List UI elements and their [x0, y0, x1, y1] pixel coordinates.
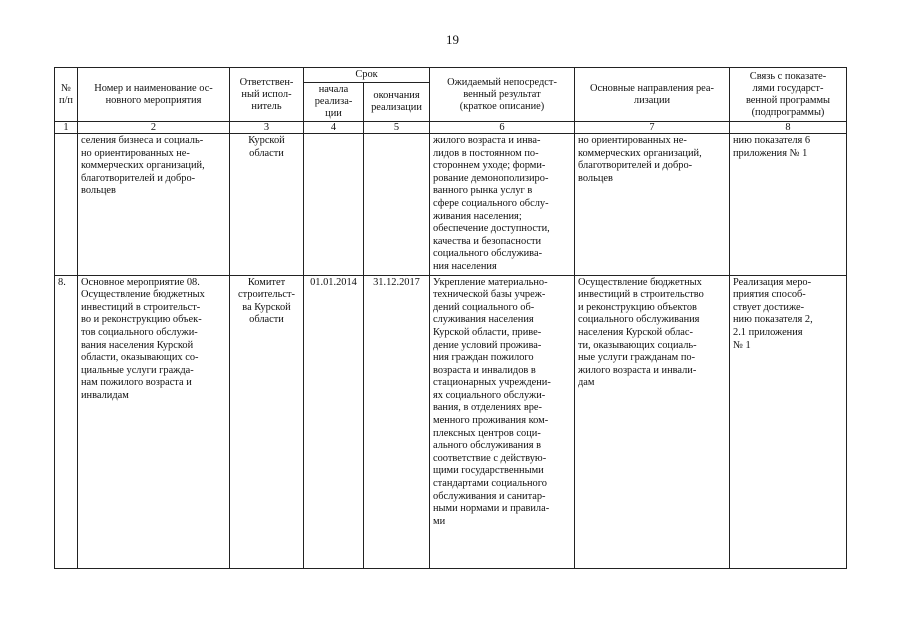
- row-responsible: Комитет строительст- ва Курской области: [230, 275, 304, 568]
- column-number: 5: [364, 122, 430, 134]
- header-result: Ожидаемый непосредст- венный результат (краткое описание): [430, 68, 575, 122]
- row-start: 01.01.2014: [304, 275, 364, 568]
- header-row: [55, 68, 847, 83]
- row-directions: но ориентированных не- коммерческих организаций, благотворителей и добро- вольцев: [575, 134, 730, 276]
- row-result: жилого возраста и инва- лидов в постоянном по- стороннем уходе; форми- рование демонополизиро- ванного рынка услуг в сфере социального обслу- живания населения; обеспечение доступности, качества и безопасности социального обслужива- ния населения: [430, 134, 575, 276]
- table-row: [55, 134, 847, 276]
- row-name: селения бизнеса и социаль- но ориентированных не- коммерческих организаций, благотворителей и добро- вольцев: [78, 134, 230, 276]
- header-num: № п/п: [55, 68, 78, 122]
- column-number: 1: [55, 122, 78, 134]
- table-row: [55, 275, 847, 568]
- row-responsible: Курской области: [230, 134, 304, 276]
- measures-table: [54, 67, 847, 569]
- header-name: Номер и наименование ос- новного мероприятия: [78, 68, 230, 122]
- row-start: [304, 134, 364, 276]
- row-end: [364, 134, 430, 276]
- row-name: Основное мероприятие 08. Осуществление бюджетных инвестиций в строительст- во и реконструкцию объек- тов социального обслужи- вания населения Курской области, оказывающих со- циальные услуги гражда- нам пожилого возраста и инвалидам: [78, 275, 230, 568]
- header-responsible: Ответствен- ный испол- нитель: [230, 68, 304, 122]
- header-start: начала реализа- ции: [304, 83, 364, 122]
- page-number: 19: [446, 32, 459, 47]
- column-numbers-row: [55, 122, 847, 134]
- header-term: Срок: [304, 68, 430, 83]
- row-directions: Осуществление бюджетных инвестиций в строительство и реконструкцию объектов социального обслуживания населения Курской облас- ти, оказывающих социаль- ные услуги гражданам по- жилого возраста и инвали- дам: [575, 275, 730, 568]
- row-end: 31.12.2017: [364, 275, 430, 568]
- header-directions: Основные направления реа- лизации: [575, 68, 730, 122]
- row-result: Укрепление материально- технической базы учреж- дений социального об- служивания населения Курской области, приве- дение условий прожива- ния граждан пожилого возраста и инвалидов в стационарных учреждени- ях социального обслужи- вания, в отделениях вре- менного проживания ком- плексных центров соци- ального обслуживания в соответствие с действую- щими государственными стандартами социального обслуживания и санитар- ными нормами и правила- ми: [430, 275, 575, 568]
- column-number: 8: [730, 122, 847, 134]
- column-number: 4: [304, 122, 364, 134]
- row-num: [55, 134, 78, 276]
- column-number: 3: [230, 122, 304, 134]
- column-number: 7: [575, 122, 730, 134]
- row-num: 8.: [55, 275, 78, 568]
- column-number: 2: [78, 122, 230, 134]
- row-link: нию показателя 6 приложения № 1: [730, 134, 847, 276]
- row-link: Реализация меро- приятия способ- ствует достиже- нию показателя 2, 2.1 приложения № 1: [730, 275, 847, 568]
- header-link: Связь с показате- лями государст- венной программы (подпрограммы): [730, 68, 847, 122]
- header-end: окончания реализации: [364, 83, 430, 122]
- column-number: 6: [430, 122, 575, 134]
